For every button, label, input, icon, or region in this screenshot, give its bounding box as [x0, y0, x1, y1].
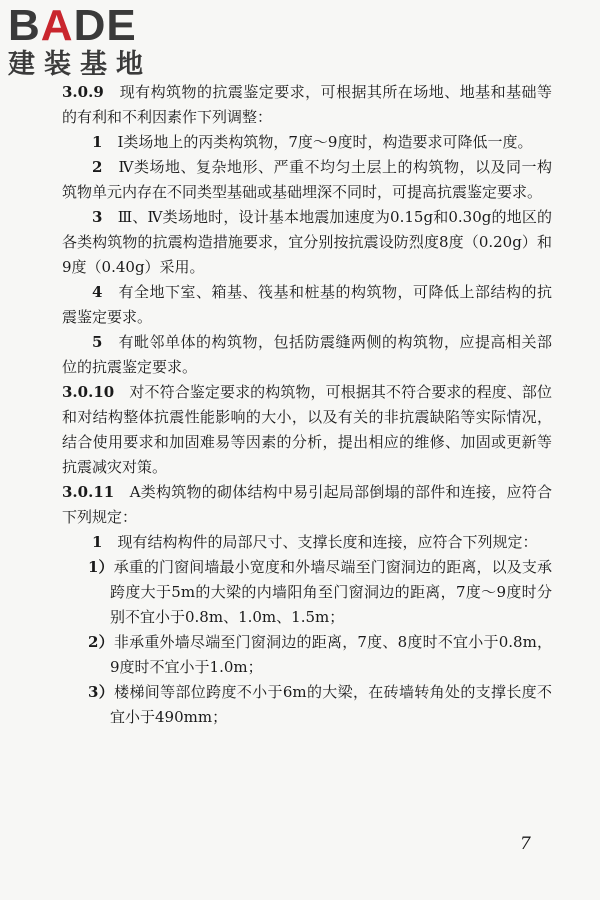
clause-3-0-9-item-5: 5 有毗邻单体的构筑物，包括防震缝两侧的构筑物，应提高相关部位的抗震鉴定要求。	[62, 333, 552, 376]
clause-3-0-9-item-4: 4 有全地下室、箱基、筏基和桩基的构筑物，可降低上部结构的抗震鉴定要求。	[62, 283, 552, 326]
bade-logo	[8, 1, 178, 86]
clause-3-0-9-item-2: 2 Ⅳ类场地、复杂地形、严重不均匀土层上的构筑物，以及同一构筑物单元内存在不同类型基础或基础埋深不同时，可提高抗震鉴定要求。	[62, 158, 552, 201]
clause-number: 3.0.10	[62, 383, 115, 401]
clause-3-0-9-item-1: 1 Ⅰ类场地上的丙类构筑物，7度～9度时，构造要求可降低一度。	[92, 133, 533, 151]
clause-3-0-9-intro: 3.0.9 现有构筑物的抗震鉴定要求，可根据其所在场地、地基和基础等的有利和不利因素作下列调整：	[62, 83, 552, 126]
logo-wordmark: BADE	[8, 1, 137, 50]
document-body	[62, 80, 552, 730]
clause-3-0-11-subitem-1: 1）承重的门窗间墙最小宽度和外墙尽端至门窗洞边的距离，以及支承跨度大于5m的大梁的内墙阳角至门窗洞边的距离，7度～9度时分别不宜小于0.8m、1.0m、1.5m；	[88, 558, 553, 626]
clause-number: 3.0.9	[62, 83, 104, 101]
clause-3-0-11-item-1: 1 现有结构构件的局部尺寸、支撑长度和连接，应符合下列规定：	[92, 533, 538, 551]
clause-3-0-11-subitem-3: 3）楼梯间等部位跨度不小于6m的大梁，在砖墙转角处的支撑长度不宜小于490mm；	[88, 683, 553, 726]
clause-3-0-10: 3.0.10 对不符合鉴定要求的构筑物，可根据其不符合要求的程度、部位和对结构整体抗震性能影响的大小，以及有关的非抗震缺陷等实际情况，结合使用要求和加固难易等因素的分析，提出相应的维修、加固或更新等抗震减灾对策。	[62, 383, 552, 476]
clause-3-0-11-subitem-2: 2）非承重外墙尽端至门窗洞边的距离，7度、8度时不宜小于0.8m，9度时不宜小于1.0m；	[88, 633, 553, 676]
page-number: 7	[520, 834, 531, 854]
clause-number: 3.0.11	[62, 483, 115, 501]
clause-3-0-9-item-3: 3 Ⅲ、Ⅳ类场地时，设计基本地震加速度为0.15g和0.30g的地区的各类构筑物的抗震构造措施要求，宜分别按抗震设防烈度8度（0.20g）和9度（0.40g）采用。	[62, 208, 552, 276]
clause-3-0-11-intro: 3.0.11 A类构筑物的砌体结构中易引起局部倒塌的部件和连接，应符合下列规定：	[62, 483, 552, 526]
logo-subtitle: 建装基地	[8, 49, 152, 80]
